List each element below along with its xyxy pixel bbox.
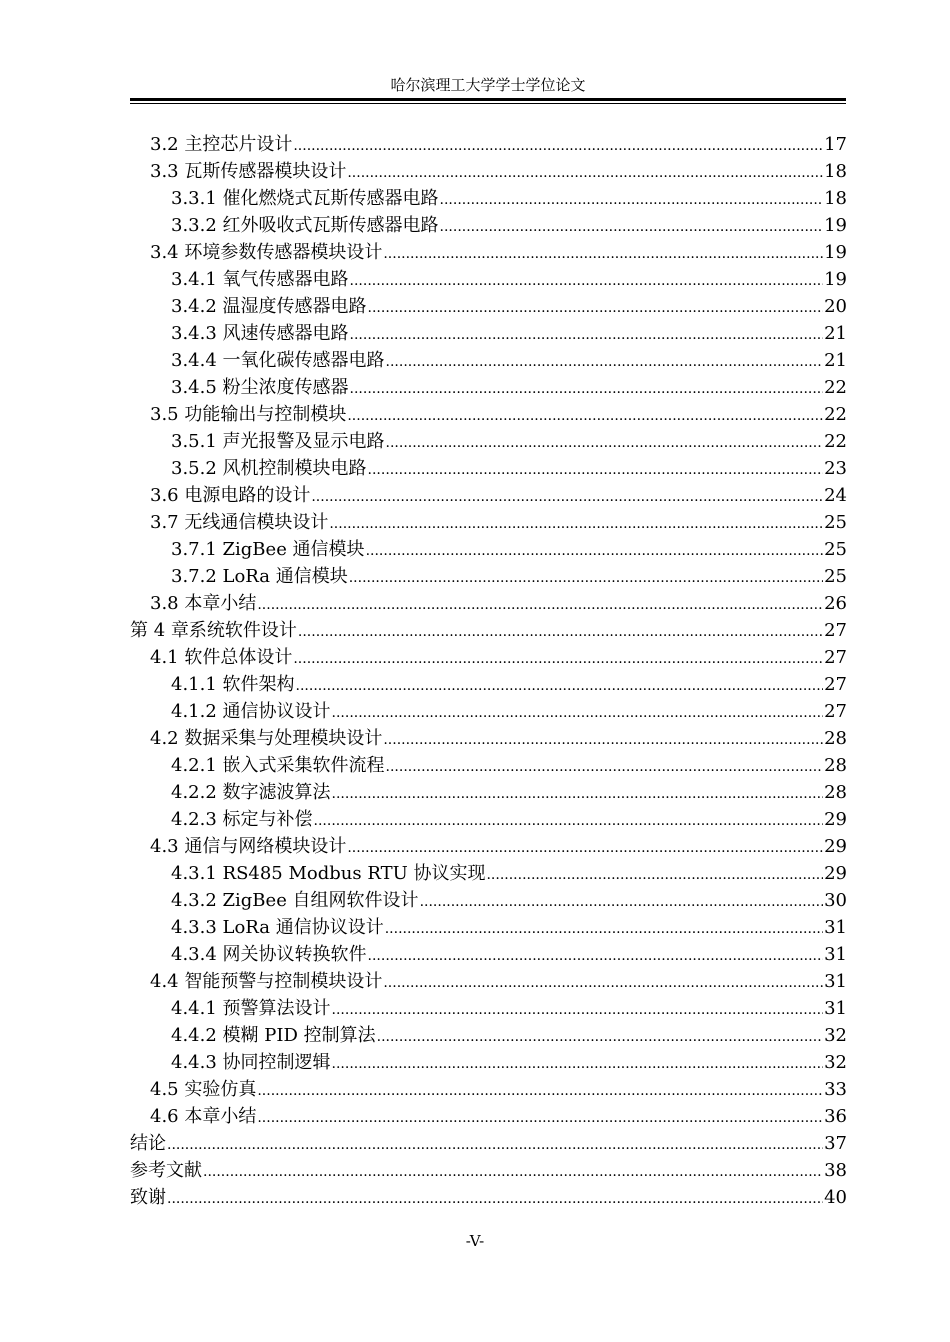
toc-entry[interactable] — [130, 887, 847, 914]
toc-dot-leader — [347, 835, 823, 862]
toc-entry-page: 23 — [824, 458, 847, 479]
toc-entry[interactable] — [130, 455, 847, 482]
toc-entry[interactable] — [130, 1049, 847, 1076]
toc-entry-title: 4.4 智能预警与控制模块设计 — [150, 971, 383, 992]
toc-entry[interactable] — [130, 698, 847, 725]
toc-entry-page: 24 — [824, 485, 847, 506]
toc-entry[interactable] — [130, 563, 847, 590]
toc-dot-leader — [420, 889, 824, 916]
toc-entry-title: 3.4.1 氧气传感器电路 — [171, 269, 349, 290]
toc-entry-title: 参考文献 — [130, 1160, 202, 1181]
toc-entry-page: 28 — [824, 728, 847, 749]
page-number: -V- — [465, 1232, 485, 1250]
toc-dot-leader — [332, 1051, 824, 1078]
toc-dot-leader — [386, 430, 824, 457]
toc-entry[interactable] — [130, 536, 847, 563]
toc-entry-title: 4.6 本章小结 — [150, 1106, 257, 1127]
toc-entry-title: 4.3.1 RS485 Modbus RTU 协议实现 — [171, 863, 486, 884]
toc-entry-page: 37 — [824, 1133, 847, 1154]
toc-entry[interactable] — [130, 509, 847, 536]
toc-entry-page: 38 — [824, 1160, 847, 1181]
toc-entry[interactable] — [130, 1157, 847, 1184]
toc-dot-leader — [298, 619, 823, 646]
toc-dot-leader — [350, 376, 824, 403]
header-rule-thick — [130, 98, 846, 101]
toc-dot-leader — [314, 808, 824, 835]
toc-dot-leader — [383, 241, 823, 268]
toc-dot-leader — [368, 457, 824, 484]
toc-entry-page: 20 — [824, 296, 847, 317]
toc-entry-page: 19 — [824, 215, 847, 236]
table-of-contents — [130, 131, 847, 1211]
toc-entry[interactable] — [130, 374, 847, 401]
toc-entry[interactable] — [130, 266, 847, 293]
toc-entry[interactable] — [130, 590, 847, 617]
toc-dot-leader — [377, 1024, 823, 1051]
toc-entry-page: 22 — [824, 377, 847, 398]
toc-entry-title: 3.2 主控芯片设计 — [150, 134, 293, 155]
toc-dot-leader — [383, 727, 823, 754]
toc-dot-leader — [440, 214, 824, 241]
toc-entry-title: 3.8 本章小结 — [150, 593, 257, 614]
toc-entry-title: 3.4 环境参数传感器模块设计 — [150, 242, 383, 263]
toc-dot-leader — [332, 700, 824, 727]
toc-entry[interactable] — [130, 671, 847, 698]
toc-entry-page: 21 — [824, 323, 847, 344]
toc-entry-title: 3.7.1 ZigBee 通信模块 — [171, 539, 365, 560]
toc-entry-title: 3.7.2 LoRa 通信模块 — [171, 566, 348, 587]
toc-entry[interactable] — [130, 1076, 847, 1103]
toc-entry-title: 3.3.2 红外吸收式瓦斯传感器电路 — [171, 215, 439, 236]
toc-dot-leader — [383, 970, 823, 997]
toc-entry-title: 3.7 无线通信模块设计 — [150, 512, 329, 533]
toc-entry-page: 40 — [824, 1187, 847, 1208]
toc-entry-title: 4.2 数据采集与处理模块设计 — [150, 728, 383, 749]
toc-entry-title: 3.6 电源电路的设计 — [150, 485, 311, 506]
toc-dot-leader — [350, 322, 824, 349]
toc-entry[interactable] — [130, 1184, 847, 1211]
toc-entry[interactable] — [130, 1130, 847, 1157]
toc-entry-page: 32 — [824, 1025, 847, 1046]
toc-dot-leader — [385, 916, 823, 943]
toc-entry-page: 26 — [824, 593, 847, 614]
toc-entry-title: 4.3.4 网关协议转换软件 — [171, 944, 367, 965]
toc-entry-page: 31 — [824, 971, 847, 992]
toc-dot-leader — [368, 943, 824, 970]
toc-dot-leader — [296, 673, 824, 700]
toc-dot-leader — [332, 997, 824, 1024]
toc-entry-title: 4.4.3 协同控制逻辑 — [171, 1052, 331, 1073]
toc-entry-page: 25 — [824, 512, 847, 533]
toc-entry[interactable] — [130, 1022, 847, 1049]
toc-entry[interactable] — [130, 779, 847, 806]
toc-entry-page: 18 — [824, 188, 847, 209]
toc-entry-page: 22 — [824, 431, 847, 452]
toc-dot-leader — [311, 484, 823, 511]
toc-dot-leader — [203, 1159, 823, 1186]
toc-entry[interactable] — [130, 914, 847, 941]
toc-entry-title: 3.5.2 风机控制模块电路 — [171, 458, 367, 479]
toc-entry[interactable] — [130, 995, 847, 1022]
toc-entry-page: 28 — [824, 755, 847, 776]
toc-dot-leader — [350, 268, 824, 295]
toc-dot-leader — [440, 187, 824, 214]
toc-entry-page: 27 — [824, 620, 847, 641]
toc-entry-title: 3.5.1 声光报警及显示电路 — [171, 431, 385, 452]
toc-entry-title: 3.4.4 一氧化碳传感器电路 — [171, 350, 385, 371]
toc-entry[interactable] — [130, 806, 847, 833]
toc-entry-page: 29 — [824, 809, 847, 830]
toc-entry-page: 19 — [824, 269, 847, 290]
toc-dot-leader — [293, 133, 823, 160]
toc-entry-title: 4.2.2 数字滤波算法 — [171, 782, 331, 803]
toc-dot-leader — [167, 1132, 823, 1159]
toc-entry-page: 18 — [824, 161, 847, 182]
toc-entry[interactable] — [130, 860, 847, 887]
toc-entry-title: 3.4.3 风速传感器电路 — [171, 323, 349, 344]
toc-entry-title: 4.1.2 通信协议设计 — [171, 701, 331, 722]
toc-entry[interactable] — [130, 968, 847, 995]
toc-entry[interactable] — [130, 212, 847, 239]
header-rule-thin — [130, 103, 846, 104]
toc-entry-page: 27 — [824, 701, 847, 722]
toc-entry-page: 27 — [824, 647, 847, 668]
toc-entry-title: 4.4.2 模糊 PID 控制算法 — [171, 1025, 376, 1046]
toc-dot-leader — [257, 592, 823, 619]
toc-dot-leader — [329, 511, 823, 538]
toc-entry-page: 28 — [824, 782, 847, 803]
toc-entry-title: 致谢 — [130, 1187, 166, 1208]
toc-entry-title: 4.1.1 软件架构 — [171, 674, 295, 695]
toc-entry-title: 3.5 功能输出与控制模块 — [150, 404, 347, 425]
toc-entry-page: 31 — [824, 944, 847, 965]
toc-dot-leader — [257, 1078, 823, 1105]
toc-entry-page: 22 — [824, 404, 847, 425]
toc-entry-title: 3.3.1 催化燃烧式瓦斯传感器电路 — [171, 188, 439, 209]
toc-dot-leader — [386, 754, 824, 781]
toc-entry[interactable] — [130, 833, 847, 860]
toc-entry-page: 17 — [824, 134, 847, 155]
toc-dot-leader — [167, 1186, 823, 1213]
toc-entry-title: 4.4.1 预警算法设计 — [171, 998, 331, 1019]
toc-entry[interactable] — [130, 158, 847, 185]
toc-dot-leader — [257, 1105, 823, 1132]
toc-entry-title: 第 4 章系统软件设计 — [130, 620, 297, 641]
toc-entry[interactable] — [130, 1103, 847, 1130]
toc-entry-page: 19 — [824, 242, 847, 263]
toc-entry-page: 33 — [824, 1079, 847, 1100]
toc-entry[interactable] — [130, 725, 847, 752]
toc-entry-page: 27 — [824, 674, 847, 695]
toc-entry-page: 25 — [824, 566, 847, 587]
toc-entry[interactable] — [130, 644, 847, 671]
toc-entry-title: 4.3 通信与网络模块设计 — [150, 836, 347, 857]
toc-entry-page: 29 — [824, 836, 847, 857]
toc-entry[interactable] — [130, 293, 847, 320]
toc-entry[interactable] — [130, 941, 847, 968]
toc-entry-page: 30 — [824, 890, 847, 911]
toc-entry[interactable] — [130, 320, 847, 347]
toc-entry-title: 3.3 瓦斯传感器模块设计 — [150, 161, 347, 182]
toc-dot-leader — [366, 538, 824, 565]
toc-entry-page: 25 — [824, 539, 847, 560]
toc-entry-title: 3.4.2 温湿度传感器电路 — [171, 296, 367, 317]
toc-entry-title: 4.2.3 标定与补偿 — [171, 809, 313, 830]
toc-dot-leader — [347, 160, 823, 187]
toc-entry-page: 21 — [824, 350, 847, 371]
toc-entry-page: 31 — [824, 998, 847, 1019]
toc-entry[interactable] — [130, 239, 847, 266]
toc-entry-title: 3.4.5 粉尘浓度传感器 — [171, 377, 349, 398]
toc-entry-title: 4.1 软件总体设计 — [150, 647, 293, 668]
toc-entry[interactable] — [130, 131, 847, 158]
toc-entry[interactable] — [130, 617, 847, 644]
toc-dot-leader — [293, 646, 823, 673]
toc-entry-page: 36 — [824, 1106, 847, 1127]
toc-entry[interactable] — [130, 401, 847, 428]
toc-entry-title: 4.3.3 LoRa 通信协议设计 — [171, 917, 384, 938]
toc-dot-leader — [349, 565, 823, 592]
toc-dot-leader — [486, 862, 823, 889]
toc-entry[interactable] — [130, 185, 847, 212]
toc-dot-leader — [332, 781, 824, 808]
toc-entry-title: 4.3.2 ZigBee 自组网软件设计 — [171, 890, 419, 911]
toc-entry-title: 4.2.1 嵌入式采集软件流程 — [171, 755, 385, 776]
running-header: 哈尔滨理工大学学士学位论文 — [390, 76, 586, 94]
toc-dot-leader — [347, 403, 823, 430]
toc-entry-title: 结论 — [130, 1133, 166, 1154]
toc-entry-title: 4.5 实验仿真 — [150, 1079, 257, 1100]
toc-dot-leader — [368, 295, 824, 322]
toc-entry[interactable] — [130, 482, 847, 509]
toc-dot-leader — [386, 349, 824, 376]
toc-entry-page: 31 — [824, 917, 847, 938]
toc-entry[interactable] — [130, 428, 847, 455]
toc-entry[interactable] — [130, 347, 847, 374]
toc-entry-page: 32 — [824, 1052, 847, 1073]
toc-entry-page: 29 — [824, 863, 847, 884]
toc-entry[interactable] — [130, 752, 847, 779]
